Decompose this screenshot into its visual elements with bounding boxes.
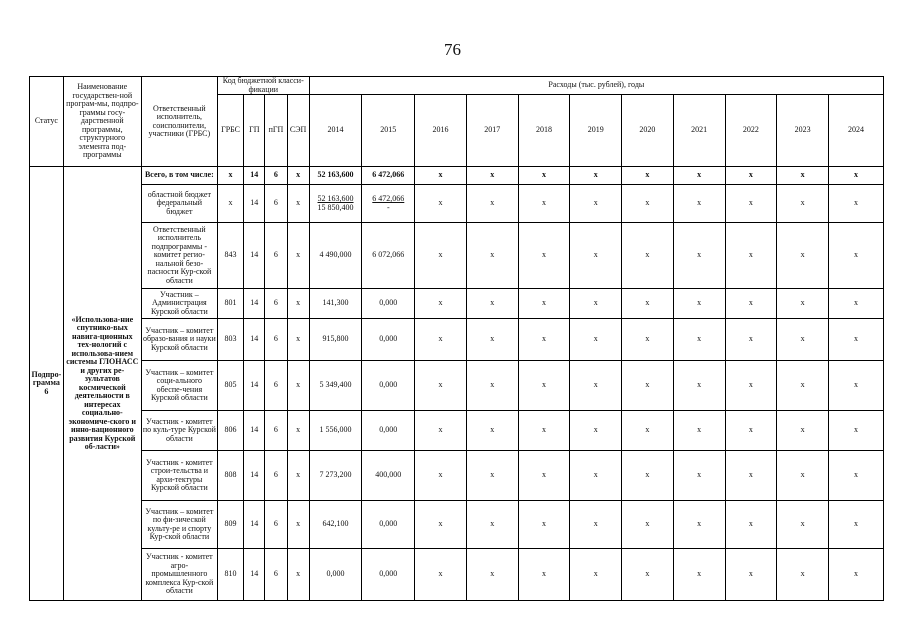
value-2019: х <box>570 549 622 601</box>
value-2024: х <box>828 451 883 501</box>
pgp-cell: 6 <box>265 451 287 501</box>
value-2019: х <box>570 289 622 319</box>
responsible-cell: Участник – комитет соци-ального обеспе-чения Курской области <box>141 361 217 411</box>
value-2018: х <box>518 501 570 549</box>
value-2014: 1 556,000 <box>309 411 362 451</box>
responsible-cell: Участник - комитет по куль-туре Курской области <box>141 411 217 451</box>
header-code: СЭП <box>287 95 309 167</box>
value-2015: 400,000 <box>362 451 415 501</box>
value-2020: х <box>622 411 674 451</box>
value-2020: х <box>622 167 674 185</box>
responsible-cell: Участник – Администрация Курской области <box>141 289 217 319</box>
grbs-cell: 843 <box>217 223 243 289</box>
value-2017: х <box>466 167 518 185</box>
responsible-cell: Участник - комитет агро-промышленного комплекса Кур-ской области <box>141 549 217 601</box>
header-expenses: Расходы (тыс. рублей), годы <box>309 77 883 95</box>
value-2021: х <box>673 185 725 223</box>
header-year: 2017 <box>466 95 518 167</box>
value-2024: х <box>828 167 883 185</box>
value-2015: 0,000 <box>362 361 415 411</box>
header-year: 2014 <box>309 95 362 167</box>
sep-cell: х <box>287 411 309 451</box>
value-2023: х <box>777 223 829 289</box>
value-2015: 0,000 <box>362 411 415 451</box>
value-2020: х <box>622 223 674 289</box>
value-2016: х <box>415 289 467 319</box>
sep-cell: х <box>287 167 309 185</box>
value-2015 <box>362 185 415 223</box>
value-2024: х <box>828 549 883 601</box>
subprogram-name: «Использова-ние спутнико-вых навига-ционных тех-нологий с использова-нием системы ГЛОНАСС и других ре-зультатов космической деятельности в интересах социально-экономиче-ского и инно-вационного развития Курской об-ласти» <box>63 167 141 601</box>
header-code: ГРБС <box>217 95 243 167</box>
gp-cell: 14 <box>244 411 265 451</box>
regional-value: 52 163,600 <box>317 194 354 203</box>
value-2018: х <box>518 411 570 451</box>
pgp-cell: 6 <box>265 167 287 185</box>
gp-cell: 14 <box>244 361 265 411</box>
value-2023: х <box>777 549 829 601</box>
value-2014: 0,000 <box>309 549 362 601</box>
value-2017: х <box>466 185 518 223</box>
grbs-cell: 806 <box>217 411 243 451</box>
header-year: 2020 <box>622 95 674 167</box>
value-2021: х <box>673 549 725 601</box>
header-year: 2019 <box>570 95 622 167</box>
value-2014 <box>309 185 362 223</box>
value-2019: х <box>570 451 622 501</box>
value-2020: х <box>622 501 674 549</box>
value-2015: 0,000 <box>362 289 415 319</box>
value-2023: х <box>777 167 829 185</box>
value-2020: х <box>622 289 674 319</box>
value-2014: 5 349,400 <box>309 361 362 411</box>
value-2019: х <box>570 319 622 361</box>
responsible-cell: Ответственный исполнитель подпрограммы - комитет регио-нальной безо-пасности Кур-ской области <box>141 223 217 289</box>
subprogram-status: Подпро-грамма 6 <box>30 167 64 601</box>
value-2024: х <box>828 361 883 411</box>
pgp-cell: 6 <box>265 361 287 411</box>
value-2022: х <box>725 361 777 411</box>
header-year: 2016 <box>415 95 467 167</box>
header-year: 2018 <box>518 95 570 167</box>
grbs-cell: 809 <box>217 501 243 549</box>
sep-cell: х <box>287 289 309 319</box>
value-2019: х <box>570 185 622 223</box>
sep-cell: х <box>287 549 309 601</box>
sep-cell: х <box>287 319 309 361</box>
value-2014: 7 273,200 <box>309 451 362 501</box>
value-2023: х <box>777 501 829 549</box>
header-responsible: Ответственный исполнитель, соисполнители, участники (ГРБС) <box>141 77 217 167</box>
value-2023: х <box>777 361 829 411</box>
value-2017: х <box>466 361 518 411</box>
grbs-cell: 808 <box>217 451 243 501</box>
value-2019: х <box>570 167 622 185</box>
gp-cell: 14 <box>244 319 265 361</box>
value-2023: х <box>777 411 829 451</box>
value-2016: х <box>415 223 467 289</box>
value-2024: х <box>828 289 883 319</box>
pgp-cell: 6 <box>265 411 287 451</box>
value-2020: х <box>622 361 674 411</box>
value-2017: х <box>466 319 518 361</box>
value-2017: х <box>466 411 518 451</box>
value-2020: х <box>622 451 674 501</box>
header-code: пГП <box>265 95 287 167</box>
value-2021: х <box>673 167 725 185</box>
value-2023: х <box>777 289 829 319</box>
header-name: Наименование государствен-ной програм-мы, подпро-граммы госу-дарственной программы, структурного элемента под-программы <box>63 77 141 167</box>
value-2022: х <box>725 451 777 501</box>
gp-cell: 14 <box>244 451 265 501</box>
gp-cell: 14 <box>244 549 265 601</box>
page-number: 76 <box>444 40 461 59</box>
value-2017: х <box>466 223 518 289</box>
value-2022: х <box>725 501 777 549</box>
value-2024: х <box>828 319 883 361</box>
grbs-cell: х <box>217 185 243 223</box>
header-year: 2023 <box>777 95 829 167</box>
grbs-cell: 810 <box>217 549 243 601</box>
header-budget-code: Код бюджетной класси-фикации <box>217 77 309 95</box>
value-2022: х <box>725 319 777 361</box>
header-row-top <box>30 77 884 95</box>
pgp-cell: 6 <box>265 289 287 319</box>
pgp-cell: 6 <box>265 223 287 289</box>
value-2018: х <box>518 319 570 361</box>
value-2023: х <box>777 185 829 223</box>
value-2021: х <box>673 501 725 549</box>
sep-cell: х <box>287 501 309 549</box>
value-2021: х <box>673 289 725 319</box>
value-2014: 915,800 <box>309 319 362 361</box>
value-2018: х <box>518 361 570 411</box>
value-2014: 4 490,000 <box>309 223 362 289</box>
value-2016: х <box>415 167 467 185</box>
responsible-cell: Участник - комитет строи-тельства и архи-тектуры Курской области <box>141 451 217 501</box>
responsible-cell: Участник – комитет образо-вания и науки Курской области <box>141 319 217 361</box>
value-2022: х <box>725 167 777 185</box>
table-row <box>30 167 884 185</box>
value-2021: х <box>673 411 725 451</box>
table-row <box>30 549 884 601</box>
value-2019: х <box>570 411 622 451</box>
pgp-cell: 6 <box>265 549 287 601</box>
value-2016: х <box>415 185 467 223</box>
gp-cell: 14 <box>244 185 265 223</box>
value-2021: х <box>673 361 725 411</box>
value-2017: х <box>466 451 518 501</box>
table-row <box>30 451 884 501</box>
value-2021: х <box>673 223 725 289</box>
responsible-cell: Всего, в том числе: <box>141 167 217 185</box>
sep-cell: х <box>287 451 309 501</box>
value-2024: х <box>828 185 883 223</box>
value-2015: 6 072,066 <box>362 223 415 289</box>
value-2016: х <box>415 319 467 361</box>
gp-cell: 14 <box>244 289 265 319</box>
pgp-cell: 6 <box>265 185 287 223</box>
header-year: 2021 <box>673 95 725 167</box>
value-2021: х <box>673 319 725 361</box>
table-row <box>30 411 884 451</box>
sep-cell: х <box>287 185 309 223</box>
grbs-cell: 801 <box>217 289 243 319</box>
value-2018: х <box>518 167 570 185</box>
value-2024: х <box>828 501 883 549</box>
value-2021: х <box>673 451 725 501</box>
value-2022: х <box>725 223 777 289</box>
value-2016: х <box>415 411 467 451</box>
grbs-cell: 803 <box>217 319 243 361</box>
value-2022: х <box>725 185 777 223</box>
value-2018: х <box>518 185 570 223</box>
value-2016: х <box>415 451 467 501</box>
value-2018: х <box>518 289 570 319</box>
value-2016: х <box>415 501 467 549</box>
value-2020: х <box>622 185 674 223</box>
value-2022: х <box>725 289 777 319</box>
sep-cell: х <box>287 223 309 289</box>
value-2018: х <box>518 223 570 289</box>
value-2015: 0,000 <box>362 319 415 361</box>
grbs-cell: 805 <box>217 361 243 411</box>
header-status: Статус <box>30 77 64 167</box>
header-code: ГП <box>244 95 265 167</box>
value-2018: х <box>518 451 570 501</box>
value-2015: 0,000 <box>362 501 415 549</box>
value-2019: х <box>570 223 622 289</box>
value-2014: 52 163,600 <box>309 167 362 185</box>
value-2016: х <box>415 361 467 411</box>
value-2017: х <box>466 501 518 549</box>
table-row <box>30 223 884 289</box>
table-row <box>30 361 884 411</box>
value-2018: х <box>518 549 570 601</box>
value-2019: х <box>570 501 622 549</box>
value-2020: х <box>622 549 674 601</box>
value-2020: х <box>622 319 674 361</box>
federal-value: - <box>386 202 390 212</box>
responsible-cell: Участник – комитет по фи-зической культу-ре и спорту Кур-ской области <box>141 501 217 549</box>
value-2016: х <box>415 549 467 601</box>
value-2014: 141,300 <box>309 289 362 319</box>
value-2024: х <box>828 223 883 289</box>
value-2015: 0,000 <box>362 549 415 601</box>
sep-cell: х <box>287 361 309 411</box>
value-2023: х <box>777 319 829 361</box>
value-2022: х <box>725 549 777 601</box>
value-2014: 642,100 <box>309 501 362 549</box>
value-2024: х <box>828 411 883 451</box>
value-2023: х <box>777 451 829 501</box>
budget-table <box>29 76 884 601</box>
table-row <box>30 289 884 319</box>
table-row <box>30 319 884 361</box>
value-2022: х <box>725 411 777 451</box>
header-year: 2015 <box>362 95 415 167</box>
federal-value: 15 850,400 <box>317 202 354 212</box>
responsible-cell: областной бюджет федеральный бюджет <box>141 185 217 223</box>
header-year: 2022 <box>725 95 777 167</box>
gp-cell: 14 <box>244 167 265 185</box>
gp-cell: 14 <box>244 501 265 549</box>
table-row <box>30 501 884 549</box>
value-2019: х <box>570 361 622 411</box>
pgp-cell: 6 <box>265 501 287 549</box>
value-2017: х <box>466 289 518 319</box>
pgp-cell: 6 <box>265 319 287 361</box>
grbs-cell: х <box>217 167 243 185</box>
header-year: 2024 <box>828 95 883 167</box>
gp-cell: 14 <box>244 223 265 289</box>
value-2015: 6 472,066 <box>362 167 415 185</box>
table-row <box>30 185 884 223</box>
regional-value: 6 472,066 <box>372 194 405 203</box>
value-2017: х <box>466 549 518 601</box>
